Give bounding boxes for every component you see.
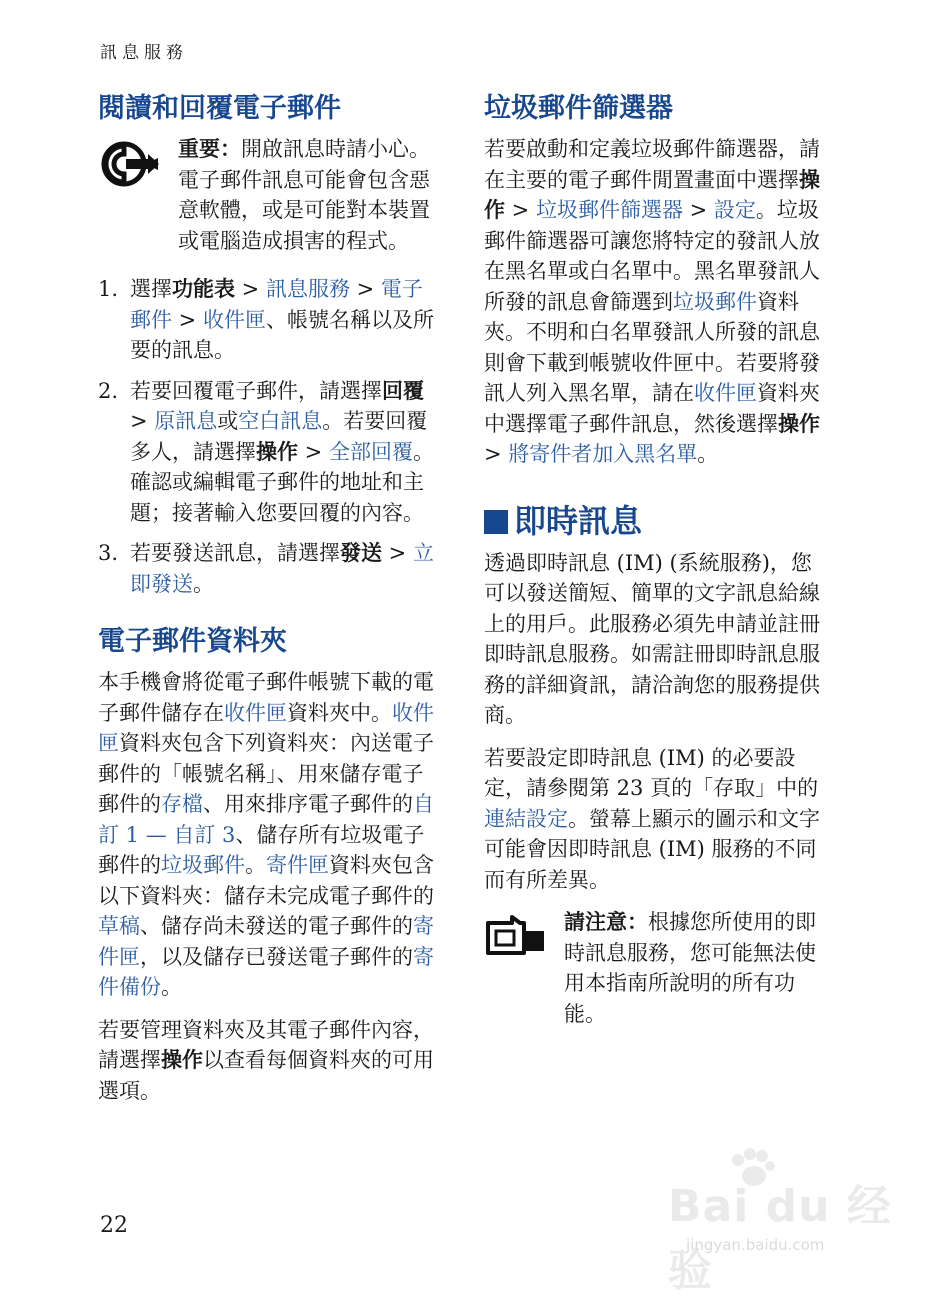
menu-link: 將寄件者加入黑名單	[508, 442, 698, 466]
spam-paragraph	[484, 134, 829, 470]
section-title-instant-messaging	[484, 500, 829, 542]
section-title-read-reply: 閱讀和回覆電子郵件	[98, 93, 341, 124]
folder-link: 寄件匣	[266, 853, 329, 877]
body-text: 資料夾中選擇電子郵件訊息，然後選擇	[484, 381, 820, 436]
step-text: 。若要回覆多人，請選擇	[130, 409, 428, 464]
body-text: 。螢幕上顯示的圖示和文字可能會因即時訊息 (IM) 服務的不同而有所差異。	[484, 806, 820, 892]
baidu-watermark	[668, 1148, 898, 1296]
watermark-brand: Bai du 经验	[668, 1181, 892, 1296]
menu-link: 訊息服務	[265, 277, 350, 301]
im-paragraph-1: 透過即時訊息 (IM) (系統服務)，您可以發送簡短、簡單的文字訊息給線上的用戶。此服務必須先申請並註冊即時訊息服務。如需註冊即時訊息服務的詳細資訊，請洽詢您的服務提供商。	[484, 550, 820, 727]
step-2	[98, 376, 443, 529]
folders-paragraph-2	[98, 1015, 443, 1107]
folder-link: 自訂 1 — 自訂 3	[98, 792, 434, 847]
reply-steps	[98, 274, 443, 599]
separator: >	[382, 541, 413, 565]
step-3	[98, 538, 443, 599]
folder-link: 垃圾郵件	[161, 853, 245, 877]
important-text: 開啟訊息時請小心。電子郵件訊息可能會包含惡意軟體，或是可能對本裝置或電腦造成損害的程式。	[178, 137, 430, 253]
step-text: 。	[193, 571, 214, 596]
menu-link: 立即發送	[130, 541, 434, 596]
body-text: 資料夾包含以下資料夾：儲存未完成電子郵件的	[98, 853, 434, 908]
im-paragraph-2	[484, 743, 829, 896]
body-text: 資料夾中。	[287, 700, 392, 725]
menu-link: 電子郵件	[130, 277, 423, 332]
folders-paragraph-1	[98, 667, 443, 1003]
watermark-url: jingyan.baidu.com	[686, 1236, 825, 1254]
body-text: 若要管理資料夾及其電子郵件內容，請選擇	[98, 1017, 434, 1072]
menu-link: 垃圾郵件篩選器	[535, 198, 683, 222]
step-number: 2.	[98, 378, 119, 403]
separator: >	[172, 307, 203, 332]
separator: >	[682, 198, 714, 222]
step-text: 、帳號名稱以及所要的訊息。	[130, 307, 434, 362]
menu-link: 全部回覆	[328, 439, 413, 464]
important-note	[98, 134, 443, 256]
folder-link: 垃圾郵件	[673, 289, 757, 314]
step-number: 3.	[98, 541, 119, 565]
separator: >	[484, 442, 509, 466]
step-text: 。確認或編輯電子郵件的地址和主題；接著輸入您要回覆的內容。	[130, 439, 434, 525]
step-text: 選擇	[130, 277, 172, 301]
menu-link: 設定	[713, 198, 756, 222]
body-text: 、用來排序電子郵件的	[203, 792, 413, 816]
body-text: 本手機會將從電子郵件帳號下載的電子郵件儲存在	[98, 670, 434, 725]
body-text: 、儲存尚未發送的電子郵件的	[140, 914, 413, 938]
separator: >	[298, 439, 329, 464]
section-title-spam-filter: 垃圾郵件篩選器	[484, 93, 673, 124]
left-column	[98, 90, 443, 1118]
body-text: ，以及儲存已發送電子郵件的	[140, 944, 413, 969]
menu-command: 發送	[340, 540, 382, 565]
folder-link: 草稿	[98, 914, 140, 938]
folder-link: 收件匣	[694, 381, 757, 405]
notice-note	[484, 907, 829, 1029]
folder-link: 收件匣	[98, 700, 434, 755]
body-text: 。	[161, 975, 182, 999]
step-number: 1.	[98, 277, 119, 301]
body-text: 若要啟動和定義垃圾郵件篩選器，請在主要的電子郵件閒置畫面中選擇	[484, 137, 820, 192]
body-text: 若要設定即時訊息 (IM) 的必要設定，請參閱第 23 頁的「存取」中的	[484, 745, 819, 800]
menu-command: 回覆	[382, 377, 424, 403]
step-text: 若要發送訊息，請選擇	[130, 541, 340, 565]
folder-link: 寄件備份	[98, 944, 434, 999]
menu-link: 連結設定	[484, 806, 568, 831]
right-column	[484, 90, 829, 1047]
step-text: 若要回覆電子郵件，請選擇	[130, 378, 382, 403]
section-title-email-folders: 電子郵件資料夾	[98, 626, 287, 657]
folder-link: 收件匣	[224, 700, 287, 725]
step-text: 或	[217, 409, 239, 433]
page-number: 22	[100, 1213, 128, 1238]
body-text: 。垃圾郵件篩選器可讓您將特定的發訊人放在黑名單或白名單中。黑名單發訊人所發的訊息會篩選到	[484, 198, 820, 314]
important-label: 重要：	[178, 136, 241, 161]
body-text: 。	[245, 853, 266, 877]
body-text: 、儲存所有垃圾電子郵件的	[98, 822, 425, 877]
body-text: 資料夾。不明和白名單發訊人所發的訊息則會下載到帳號收件匣中。若要將發訊人列入黑名單，請在	[484, 289, 820, 405]
note-hand-icon	[484, 913, 546, 961]
notice-text: 根據您所使用的即時訊息服務，您可能無法使用本指南所說明的所有功能。	[564, 910, 816, 1026]
menu-command: 功能表	[172, 276, 235, 301]
body-text: 以查看每個資料夾的可用選項。	[98, 1048, 434, 1103]
section-square-icon	[484, 510, 508, 534]
separator: >	[349, 277, 381, 301]
separator: >	[505, 198, 536, 222]
folder-link: 存檔	[161, 792, 203, 816]
menu-command: 操作	[778, 410, 820, 436]
menu-link: 原訊息	[154, 409, 218, 433]
body-text: 。	[697, 442, 719, 466]
body-text: 資料夾包含下列資料夾：內送電子郵件的「帳號名稱」、用來儲存電子郵件的	[98, 731, 434, 816]
menu-link: 空白訊息	[238, 409, 323, 433]
section-title-text: 即時訊息	[514, 501, 643, 540]
folder-link: 寄件匣	[98, 914, 434, 969]
separator: >	[235, 277, 266, 301]
menu-command: 操作	[161, 1047, 203, 1072]
step-1	[98, 274, 443, 366]
separator: >	[130, 409, 155, 433]
notice-label: 請注意：	[564, 909, 648, 934]
menu-link: 收件匣	[202, 307, 266, 332]
menu-command: 操作	[484, 166, 820, 222]
important-icon	[98, 140, 160, 188]
running-header: 訊息服務	[100, 43, 188, 63]
menu-command: 操作	[256, 438, 298, 464]
